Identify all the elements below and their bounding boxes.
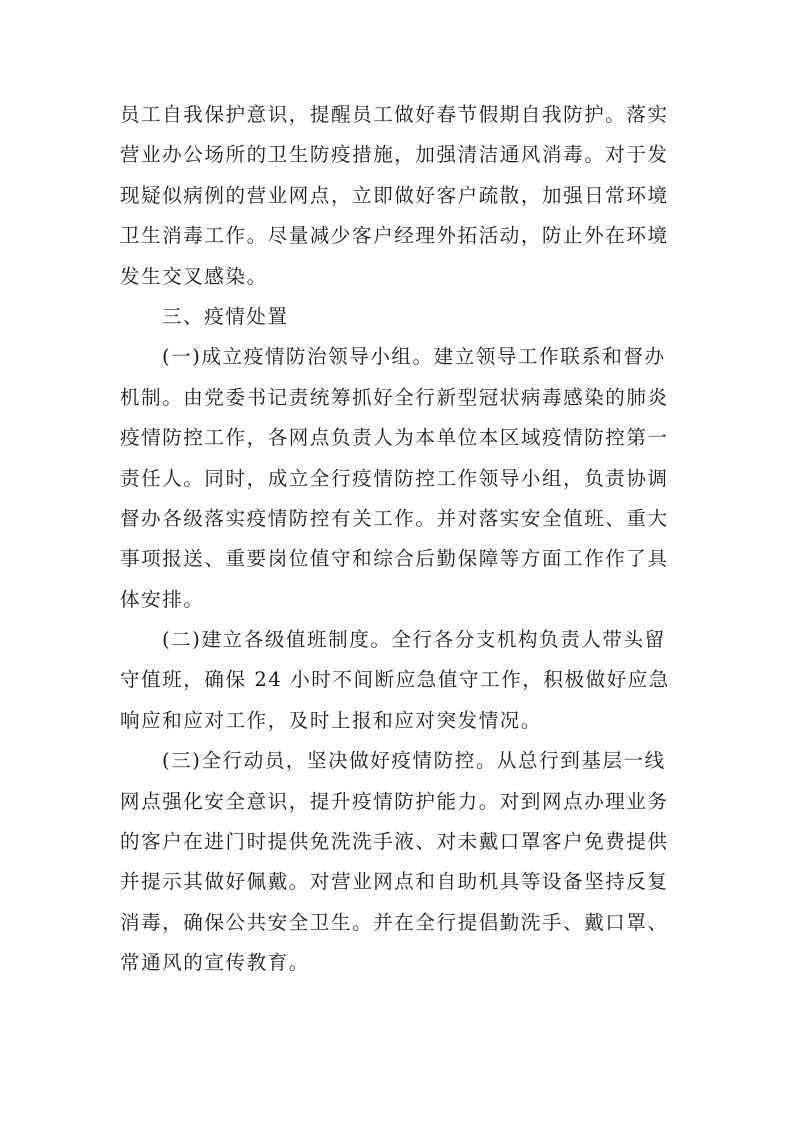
body-line: 响应和应对工作，及时上报和应对突发情况。: [120, 708, 543, 732]
body-line: 消毒，确保公共安全卫生。并在全行提倡勤洗手、戴口罩、: [120, 910, 669, 934]
paragraph-start-line: (二)建立各级值班制度。全行各分支机构负责人带头留: [162, 628, 666, 652]
body-line: 现疑似病例的营业网点，立即做好客户疏散，加强日常环境: [120, 183, 669, 207]
body-line: 责任人。同时，成立全行疫情防控工作领导小组，负责协调: [120, 466, 669, 490]
body-line: 并提示其做好佩戴。对营业网点和自助机具等设备坚持反复: [120, 870, 669, 894]
body-line: 疫情防控工作，各网点负责人为本单位本区域疫情防控第一: [120, 426, 669, 450]
body-line: 发生交叉感染。: [120, 264, 268, 288]
body-line: 的客户在进门时提供免洗洗手液、对未戴口罩客户免费提供: [120, 830, 669, 854]
paragraph-start-line: (一)成立疫情防治领导小组。建立领导工作联系和督办: [162, 345, 666, 369]
document-body: [120, 95, 690, 984]
body-line: 营业办公场所的卫生防疫措施，加强清洁通风消毒。对于发: [120, 143, 669, 167]
body-line: 员工自我保护意识，提醒员工做好春节假期自我防护。落实: [120, 103, 669, 126]
body-line: 机制。由党委书记责统筹抓好全行新型冠状病毒感染的肺炎: [120, 385, 669, 409]
body-line: 体安排。: [120, 587, 205, 611]
body-line: 督办各级落实疫情防控有关工作。并对落实安全值班、重大: [120, 506, 669, 530]
body-line: 事项报送、重要岗位值守和综合后勤保障等方面工作作了具: [120, 547, 669, 571]
section-heading: 三、疫情处置: [162, 304, 289, 328]
paragraph-start-line: (三)全行动员，坚决做好疫情防控。从总行到基层一线: [162, 749, 666, 773]
body-line: 常通风的宣传教育。: [120, 951, 310, 975]
body-line: 网点强化安全意识，提升疫情防护能力。对到网点办理业务: [120, 789, 669, 813]
body-line: 卫生消毒工作。尽量减少客户经理外拓活动，防止外在环境: [120, 224, 669, 248]
body-line: 守值班，确保 24 小时不间断应急值守工作，积极做好应急: [120, 668, 671, 692]
